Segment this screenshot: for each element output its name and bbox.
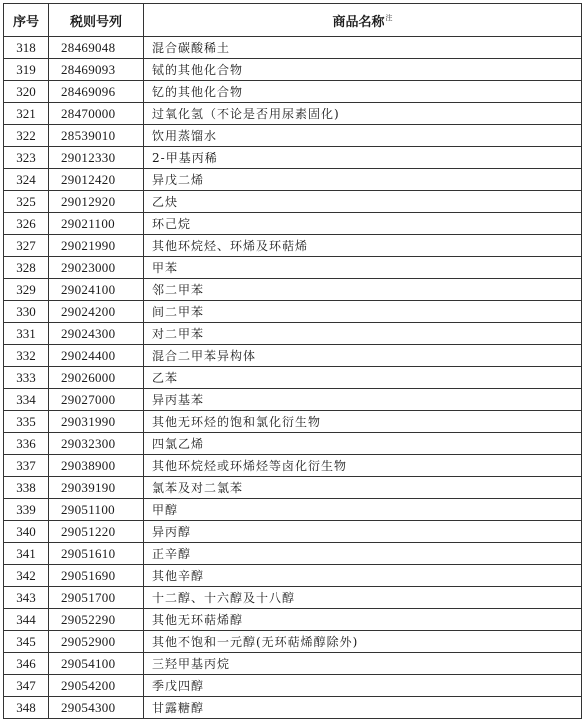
row-product-name: 四氯乙烯 <box>144 433 582 455</box>
table-row <box>4 147 582 169</box>
row-product-name: 其他无环烃的饱和氯化衍生物 <box>144 411 582 433</box>
row-product-name: 过氧化氢（不论是否用尿素固化) <box>144 103 582 125</box>
row-tariff-code: 29052900 <box>49 631 144 653</box>
row-seq: 336 <box>4 433 49 455</box>
header-product-name-label: 商品名称 <box>332 14 385 30</box>
row-product-name: 其他无环萜烯醇 <box>144 609 582 631</box>
table-row <box>4 169 582 191</box>
row-seq: 329 <box>4 279 49 301</box>
row-tariff-code: 28539010 <box>49 125 144 147</box>
row-seq: 348 <box>4 697 49 719</box>
table-row <box>4 191 582 213</box>
table-row <box>4 213 582 235</box>
row-tariff-code: 29051610 <box>49 543 144 565</box>
table-row <box>4 301 582 323</box>
row-seq: 341 <box>4 543 49 565</box>
row-product-name: 间二甲苯 <box>144 301 582 323</box>
row-product-name: 乙苯 <box>144 367 582 389</box>
row-product-name: 混合二甲苯异构体 <box>144 345 582 367</box>
row-product-name: 异丙基苯 <box>144 389 582 411</box>
table-row <box>4 367 582 389</box>
row-seq: 323 <box>4 147 49 169</box>
table-row <box>4 257 582 279</box>
row-product-name: 钇的其他化合物 <box>144 81 582 103</box>
row-tariff-code: 29024400 <box>49 345 144 367</box>
row-tariff-code: 28469096 <box>49 81 144 103</box>
row-seq: 345 <box>4 631 49 653</box>
table-row <box>4 521 582 543</box>
row-tariff-code: 29038900 <box>49 455 144 477</box>
row-product-name: 正辛醇 <box>144 543 582 565</box>
table-row <box>4 587 582 609</box>
row-tariff-code: 29031990 <box>49 411 144 433</box>
row-product-name: 2-甲基丙稀 <box>144 147 582 169</box>
row-product-name: 甲醇 <box>144 499 582 521</box>
header-product-name <box>144 4 582 37</box>
table-row <box>4 543 582 565</box>
row-product-name: 邻二甲苯 <box>144 279 582 301</box>
row-seq: 326 <box>4 213 49 235</box>
table-row <box>4 697 582 719</box>
row-seq: 338 <box>4 477 49 499</box>
table-row <box>4 565 582 587</box>
row-tariff-code: 29051690 <box>49 565 144 587</box>
row-tariff-code: 28469048 <box>49 37 144 59</box>
row-product-name: 其他环烷烃、环烯及环萜烯 <box>144 235 582 257</box>
row-product-name: 季戊四醇 <box>144 675 582 697</box>
table-row <box>4 499 582 521</box>
row-product-name: 混合碳酸稀土 <box>144 37 582 59</box>
row-seq: 339 <box>4 499 49 521</box>
row-tariff-code: 29039190 <box>49 477 144 499</box>
row-tariff-code: 29012420 <box>49 169 144 191</box>
table-row <box>4 125 582 147</box>
row-product-name: 铽的其他化合物 <box>144 59 582 81</box>
row-seq: 322 <box>4 125 49 147</box>
row-seq: 343 <box>4 587 49 609</box>
row-seq: 333 <box>4 367 49 389</box>
row-tariff-code: 29021100 <box>49 213 144 235</box>
header-row <box>4 4 582 37</box>
row-seq: 344 <box>4 609 49 631</box>
row-product-name: 其他环烷烃或环烯烃等卤化衍生物 <box>144 455 582 477</box>
row-tariff-code: 29012920 <box>49 191 144 213</box>
table-row <box>4 433 582 455</box>
row-tariff-code: 29021990 <box>49 235 144 257</box>
table-row <box>4 323 582 345</box>
table-row <box>4 653 582 675</box>
row-seq: 331 <box>4 323 49 345</box>
row-tariff-code: 29023000 <box>49 257 144 279</box>
row-tariff-code: 28469093 <box>49 59 144 81</box>
row-product-name: 环己烷 <box>144 213 582 235</box>
row-product-name: 异丙醇 <box>144 521 582 543</box>
row-seq: 328 <box>4 257 49 279</box>
header-note-mark: 注 <box>385 14 393 23</box>
row-seq: 319 <box>4 59 49 81</box>
row-tariff-code: 29012330 <box>49 147 144 169</box>
table-row <box>4 37 582 59</box>
row-product-name: 其他辛醇 <box>144 565 582 587</box>
row-seq: 340 <box>4 521 49 543</box>
tariff-table <box>3 3 582 719</box>
row-seq: 320 <box>4 81 49 103</box>
row-tariff-code: 29051700 <box>49 587 144 609</box>
row-seq: 324 <box>4 169 49 191</box>
table-row <box>4 675 582 697</box>
row-tariff-code: 29024200 <box>49 301 144 323</box>
header-seq: 序号 <box>4 4 49 37</box>
row-seq: 337 <box>4 455 49 477</box>
row-seq: 342 <box>4 565 49 587</box>
table-row <box>4 59 582 81</box>
row-tariff-code: 29054300 <box>49 697 144 719</box>
table-row <box>4 279 582 301</box>
header-tariff-code: 税则号列 <box>49 4 144 37</box>
table-row <box>4 235 582 257</box>
row-tariff-code: 29026000 <box>49 367 144 389</box>
row-product-name: 其他不饱和一元醇(无环萜烯醇除外) <box>144 631 582 653</box>
row-seq: 335 <box>4 411 49 433</box>
table-row <box>4 631 582 653</box>
table-row <box>4 411 582 433</box>
table-row <box>4 81 582 103</box>
row-product-name: 三羟甲基丙烷 <box>144 653 582 675</box>
row-seq: 347 <box>4 675 49 697</box>
row-seq: 318 <box>4 37 49 59</box>
row-seq: 327 <box>4 235 49 257</box>
row-tariff-code: 29052290 <box>49 609 144 631</box>
row-product-name: 甘露糖醇 <box>144 697 582 719</box>
table-row <box>4 103 582 125</box>
row-tariff-code: 29051100 <box>49 499 144 521</box>
row-tariff-code: 29027000 <box>49 389 144 411</box>
row-seq: 346 <box>4 653 49 675</box>
table-header <box>4 4 582 37</box>
row-product-name: 甲苯 <box>144 257 582 279</box>
row-seq: 332 <box>4 345 49 367</box>
row-product-name: 十二醇、十六醇及十八醇 <box>144 587 582 609</box>
row-product-name: 饮用蒸馏水 <box>144 125 582 147</box>
row-product-name: 异戊二烯 <box>144 169 582 191</box>
row-seq: 321 <box>4 103 49 125</box>
row-seq: 330 <box>4 301 49 323</box>
table-row <box>4 477 582 499</box>
table-body <box>4 37 582 719</box>
row-tariff-code: 29024300 <box>49 323 144 345</box>
row-tariff-code: 29054100 <box>49 653 144 675</box>
row-tariff-code: 29054200 <box>49 675 144 697</box>
row-tariff-code: 28470000 <box>49 103 144 125</box>
table-row <box>4 609 582 631</box>
row-seq: 334 <box>4 389 49 411</box>
table-row <box>4 389 582 411</box>
row-tariff-code: 29032300 <box>49 433 144 455</box>
row-seq: 325 <box>4 191 49 213</box>
row-product-name: 对二甲苯 <box>144 323 582 345</box>
table-row <box>4 345 582 367</box>
row-product-name: 乙炔 <box>144 191 582 213</box>
row-product-name: 氯苯及对二氯苯 <box>144 477 582 499</box>
row-tariff-code: 29024100 <box>49 279 144 301</box>
table-row <box>4 455 582 477</box>
row-tariff-code: 29051220 <box>49 521 144 543</box>
